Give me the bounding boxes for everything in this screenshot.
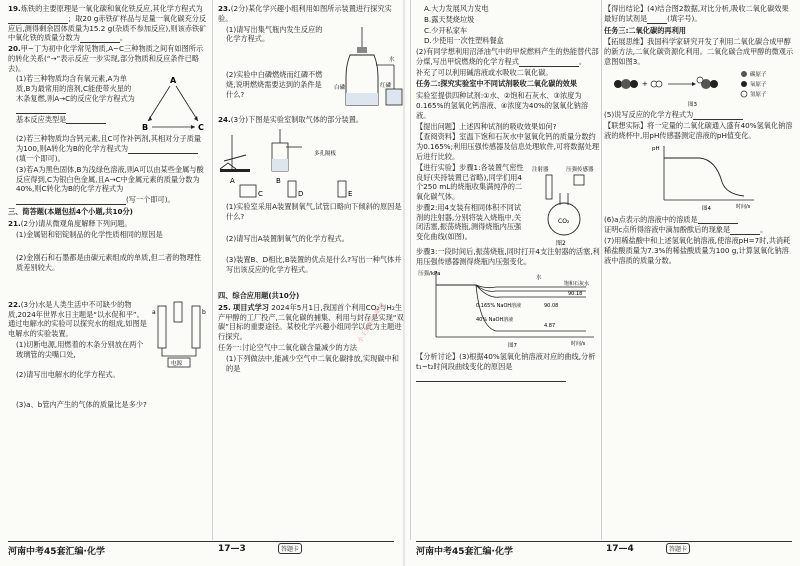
section-4-title: 四、综合应用题(共10分) <box>218 291 300 301</box>
svg-text:氧原子: 氧原子 <box>750 81 767 88</box>
molecule-diagram <box>604 68 792 108</box>
svg-text:水: 水 <box>389 56 395 63</box>
svg-text:90.08: 90.08 <box>544 303 559 310</box>
svg-text:40% NaOH溶液: 40% NaOH溶液 <box>476 317 514 324</box>
svg-text:压强/kPa: 压强/kPa <box>418 271 441 278</box>
svg-text:红磷: 红磷 <box>380 82 392 89</box>
svg-text:A: A <box>230 177 235 186</box>
svg-text:90.18: 90.18 <box>568 291 583 298</box>
column-4: 【得出结论】(4)结合图2数据,对比分析,吸收二氧化碳效果最好的试剂是 (填字号)。 任务三:二氧化碳的再利用 【拓展思维】我国科学家研究开发了利用二氧化碳合成甲醇的新方法,二氧化碳资源化利用。二氧化碳合成甲醇的微观示意图如图3。 + 碳原子 氧原子 氢原子 图3 (5)说写反应的化学方程式为 【联想实际】将一定量的二氧化碳通入盛有40%氢氧化钠溶液的烧杯中,用pH传感器测定溶液的pH值变化。 pH 时间/s 图4 (6)a点表示的溶液中的溶质是 证明c点所得溶液中滴加酚酞后的现象是 。 (7)用稀盐酸中和上述氢氧化钠溶液,使溶液pH=7时,共消耗稀盐酸质量为7.3%的稀盐酸质量为100 g,计算氢氧化钠溶液中溶质的质量分数。 <box>604 4 794 265</box>
q22: 22.(3分)水是人类生活中不可缺少的物质,2024年世界水日主题是“以水促和平”。通过电解水的实验可以探究水的组成,如图是电解水的实验装置。 <box>8 299 147 339</box>
svg-text:白磷: 白磷 <box>334 84 346 91</box>
transform-triangle-diagram <box>140 74 206 134</box>
column-divider <box>601 0 602 540</box>
footer-right: 河南中考45套汇编·化学 17—4 答题卡 <box>416 541 792 558</box>
svg-text:a: a <box>152 308 156 316</box>
svg-text:压强传感器: 压强传感器 <box>566 166 594 173</box>
svg-text:b: b <box>202 308 206 316</box>
column-3: A.大力发展风力发电 B.露天焚烧垃圾 C.少开私家车 D.少使用一次性塑料餐盒 (2)有同学想利用沼泽油气中的甲烷燃料产生的热能替代部分煤,写出甲烷燃烧的化学方程式 。 补充了可以利用碱溶液或水吸收二氧化碳。 任务二:探究实验室中不同试剂吸收二氧化碳的效果 实验室提供四种试剂:①水、②饱和石灰水、③浓度为0.165%的氢氧化钙溶液、④浓度为40%的氢氧化钠溶液。 【提出问题】上述四种试剂的吸收效果如何? 【查阅资料】室温下饱和石灰水中氢氧化钙的质量分数约为0.165%;利用压强传感器及信息处理软件,可将数据处理后进行比较。 【进行实验】步骤1:各装置气密性良好(夹持装置已省略),同学们用4个250 mL的烧瓶收集满纯净的二氧化碳气体。 步骤2:用4支装有相同体积不同试剂的注射器,分别将装入烧瓶中,关闭活塞,振荡烧瓶,测得烧瓶内压强变化曲线(如图)。 注射器 压强传感器 CO₂ 图2 步骤3:一段时间后,振荡烧瓶,同时打开4支注射器的活塞,利用压强传感器测得烧瓶内压强变化。 压强/kPa 水 饱和石灰水 0.165% NaOH溶液 40% NaOH溶液 90.18 90.08 4.87 时间/s 图7 【分析讨论】(3)根据40%氢氧化钠溶液对应的曲线,分析t₁~t₂时间段曲线变化的原因是 <box>416 4 600 383</box>
svg-text:氢原子: 氢原子 <box>750 91 767 98</box>
svg-text:0.165% NaOH溶液: 0.165% NaOH溶液 <box>476 303 522 310</box>
q20-1: (1)若三种物质均含有氧元素,A为单质,B为最常用的溶剂,C能使带火星的木条复燃,则A→C的反应化学方程式为 <box>8 74 136 113</box>
q20-2: (2)若三种物质均含钙元素,且C可作补钙剂,其相对分子质量为100,则A转化为B的化学方程式为(填一个即可)。 <box>16 134 202 164</box>
svg-text:D: D <box>298 190 304 199</box>
svg-text:E: E <box>348 190 353 199</box>
column-1: 19.炼铁的主要原理是一氧化碳和氧化铁反应,其化学方程式为；取20 g赤铁矿样品与足量一氧化碳充分反应后,测得剩余固体质量为15.2 g(杂质不参加反应),则该赤铁矿中氧化铁的质量分数为 。 20.甲~丁为初中化学常见物质,A~C三种物质之间有如图所示的转化关系(“→”表示反应一步实现,部分物质和反应条件已略去)。 (1)若三种物质均含有氧元素,A为单质,B为最常用的溶剂,C能使带火星的木条复燃,则A→C的反应化学方程式为 基本反应类型是 A B C (2)若三种物质均含钙元素,且C可作补钙剂,其相对分子质量为100,则A转化为B的化学方程式为(填一个即可)。 (3)若A为黑色固体,B为浅绿色溶液,则A可以由某些金属与酸反应得到,C为银白色金属,且A→C中金属元素的质量分数为40%,则C转化为B的化学方程式为 (写一个即可)。 三、简答题(本题包括4个小题,共10分) 21.(2分)请从微观角度解释下列问题。 (1)金属铝和铝锭制品的化学性质相同的原因是 (2)金刚石和石墨都是由碳元素组成的单质,但二者的物理性质差别较大。 22.(3分)水是人类生活中不可缺少的物质,2024年世界水日主题是“以水促和平”。通过电解水的实验可以探究水的组成,如图是电解水的实验装置。 (1)切断电源,用燃着的木条分别放在两个玻璃管的尖嘴口处, a b 电源 (2)请写出电解水的化学方程式。 (3)a、b管内产生的气体的质量比是多少? <box>8 4 207 409</box>
svg-text:4.87: 4.87 <box>544 323 556 330</box>
footer-left: 河南中考45套汇编·化学 17—3 答题卡 <box>8 541 394 558</box>
q25: 25. 项目式学习 2024年5月1日,我国首个利用CO₂与H₂生产甲醇的工厂投产,二氧化碳的捕集、利用与封存是实现“双碳”目标的重要途径。某校化学兴趣小组同学以此为主题进行探究。 <box>218 302 404 342</box>
svg-text:pH: pH <box>652 145 660 152</box>
svg-text:图4: 图4 <box>702 205 711 212</box>
column-2: 23.(2分)某化学兴趣小组利用如图所示装置进行探究实验。 (1)请写出集气瓶内发生反应的化学方程式。 (2)实验中白磷燃烧而红磷不燃烧,说明燃烧需要达到的条件是什么? 白磷 水 红磷 24.(3分)下图是实验室制取气体的部分装置。 A B 多孔隔板 C D E (1)实验室采用A装置制氧气,试管口略向下倾斜的原因是什么? (2)请写出A装置制氧气的化学方程式。 (3)装置B、D相比,B装置的优点是什么?写出一种气体并写出该反应的化学方程式。 四、综合应用题(共10分) 25. 项目式学习 2024年5月1日,我国首个利用CO₂与H₂生产甲醇的工厂投产,二氧化碳的捕集、利用与封存是实现“双碳”目标的重要途径。某校化学兴趣小组同学以此为主题进行探究。 任务一:讨论空气中二氧化碳含量减少的方法 (1)下列做法中,能减少空气中二氧化碳排放,实现碳中和的是 <box>218 4 406 374</box>
q19: 19.炼铁的主要原理是一氧化碳和氧化铁反应,其化学方程式为；取20 g赤铁矿样品与足量一氧化碳充分反应后,测得剩余固体质量为15.2 g(杂质不参加反应),则该赤铁矿中氧化铁的质量分数为 。 <box>8 4 207 43</box>
phosphorus-combustion-apparatus <box>332 25 406 111</box>
svg-text:B: B <box>142 123 149 133</box>
svg-text:图2: 图2 <box>556 239 566 247</box>
svg-text:C: C <box>198 123 204 133</box>
svg-text:饱和石灰水: 饱和石灰水 <box>564 281 590 288</box>
q21: 21.(2分)请从微观角度解释下列问题。 <box>8 218 132 228</box>
gas-preparation-apparatus <box>218 125 406 199</box>
column-divider <box>410 0 411 540</box>
syringe-flask-apparatus <box>532 163 600 247</box>
ph-curve-chart <box>604 142 792 212</box>
q24: 24.(3分)下图是实验室制取气体的部分装置。 <box>218 114 364 124</box>
q23: 23.(2分)某化学兴趣小组利用如图所示装置进行探究实验。 <box>218 4 392 23</box>
svg-text:+: + <box>642 79 648 88</box>
svg-text:电源: 电源 <box>171 360 183 367</box>
svg-text:图3: 图3 <box>688 101 697 108</box>
svg-text:碳原子: 碳原子 <box>750 71 767 78</box>
svg-text:时间/s: 时间/s <box>571 341 586 348</box>
q20-3: (3)若A为黑色固体,B为浅绿色溶液,则A可以由某些金属与酸反应得到,C为银白色金属,且A→C中金属元素的质量分数为40%,则C转化为B的化学方程式为 <box>16 164 204 194</box>
q20: 20.甲~丁为初中化学常见物质,A~C三种物质之间有如图所示的转化关系(“→”表示反应一步实现,部分物质和反应条件已略去)。 <box>8 44 204 73</box>
svg-text:水: 水 <box>536 275 542 282</box>
electrolysis-apparatus <box>152 300 208 368</box>
section-3-title: 三、简答题(本题包括4个小题,共10分) <box>8 206 133 216</box>
watermark-text: 小王知识专卖店 <box>355 301 387 345</box>
svg-text:C: C <box>258 190 263 199</box>
column-divider <box>212 0 213 540</box>
svg-text:时间/s: 时间/s <box>736 203 751 210</box>
svg-text:图7: 图7 <box>508 343 517 350</box>
svg-text:注射器: 注射器 <box>532 166 549 173</box>
svg-text:CO₂: CO₂ <box>558 217 570 225</box>
pressure-curve-chart <box>416 267 600 349</box>
svg-text:A: A <box>170 76 177 86</box>
svg-text:多孔隔板: 多孔隔板 <box>314 151 337 158</box>
svg-text:B: B <box>276 177 281 186</box>
